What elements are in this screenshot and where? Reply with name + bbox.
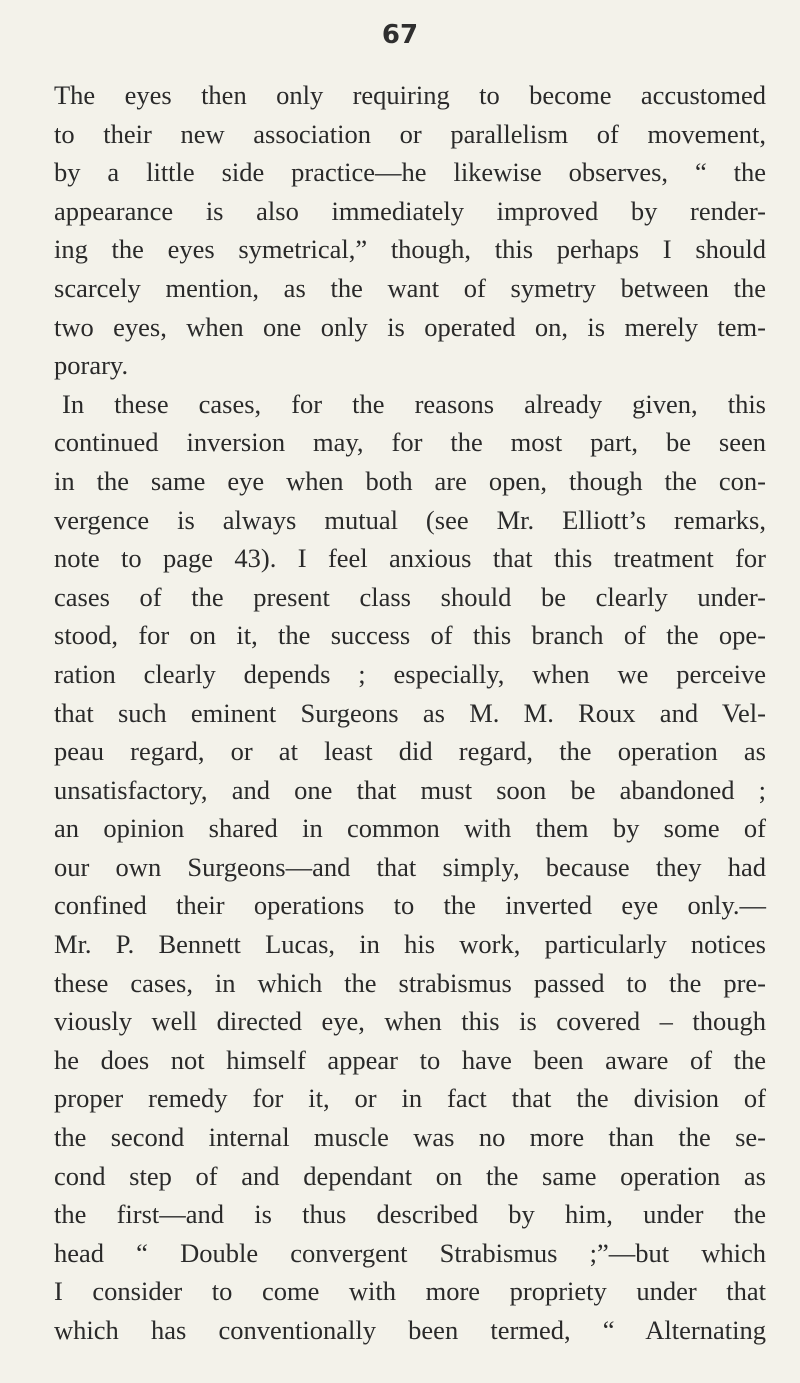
text-line: confined their operations to the inverted eye only.— [54,890,766,921]
text-line: to their new association or parallelism of movement, [54,118,766,149]
text-line: cond step of and dependant on the same operation as [54,1160,766,1191]
text-line: In these cases, for the reasons already given, this [62,388,766,419]
text-line: head “ Double convergent Strabismus ;”—but which [54,1237,766,1268]
text-line: note to page 43). I feel anxious that this treatment for [54,543,766,574]
text-line: which has conventionally been termed, “ Alternating [54,1315,766,1345]
text-line: porary. [54,350,129,381]
text-line: proper remedy for it, or in fact that the division of [54,1083,766,1114]
text-line: cases of the present class should be clearly under- [54,581,766,612]
text-line: the first—and is thus described by him, under the [54,1199,766,1230]
text-line: peau regard, or at least did regard, the operation as [54,736,766,767]
text-line: our own Surgeons—and that simply, because they had [54,851,766,882]
text-line: Mr. P. Bennett Lucas, in his work, particularly notices [54,929,766,960]
text-line: an opinion shared in common with them by some of [54,813,766,844]
text-line: continued inversion may, for the most part, be seen [54,427,766,458]
page-number: 67 [381,20,419,50]
text-line: vergence is always mutual (see Mr. Elliott’s remarks, [54,504,766,535]
text-line: appearance is also immediately improved by render- [54,195,766,226]
text-line: I consider to come with more propriety under that [54,1276,766,1307]
text-line: the second internal muscle was no more than the se- [54,1122,766,1153]
text-line: these cases, in which the strabismus passed to the pre- [54,967,766,998]
text-line: ration clearly depends ; especially, when we perceive [54,658,766,689]
text-line: by a little side practice—he likewise observes, “ the [54,157,766,188]
body-text [54,76,766,1350]
text-line: unsatisfactory, and one that must soon be abandoned ; [54,774,766,805]
text-line: scarcely mention, as the want of symetry between the [54,272,766,303]
text-line: in the same eye when both are open, though the con- [54,465,766,496]
text-line: that such eminent Surgeons as M. M. Roux and Vel- [54,697,766,728]
text-line: stood, for on it, the success of this branch of the ope- [54,620,766,651]
text-line: The eyes then only requiring to become accustomed [54,80,766,110]
text-line: he does not himself appear to have been aware of the [54,1044,766,1075]
text-line: two eyes, when one only is operated on, is merely tem- [54,311,766,342]
text-line: viously well directed eye, when this is covered – though [54,1006,766,1037]
text-line: ing the eyes symetrical,” though, this perhaps I should [54,234,766,265]
